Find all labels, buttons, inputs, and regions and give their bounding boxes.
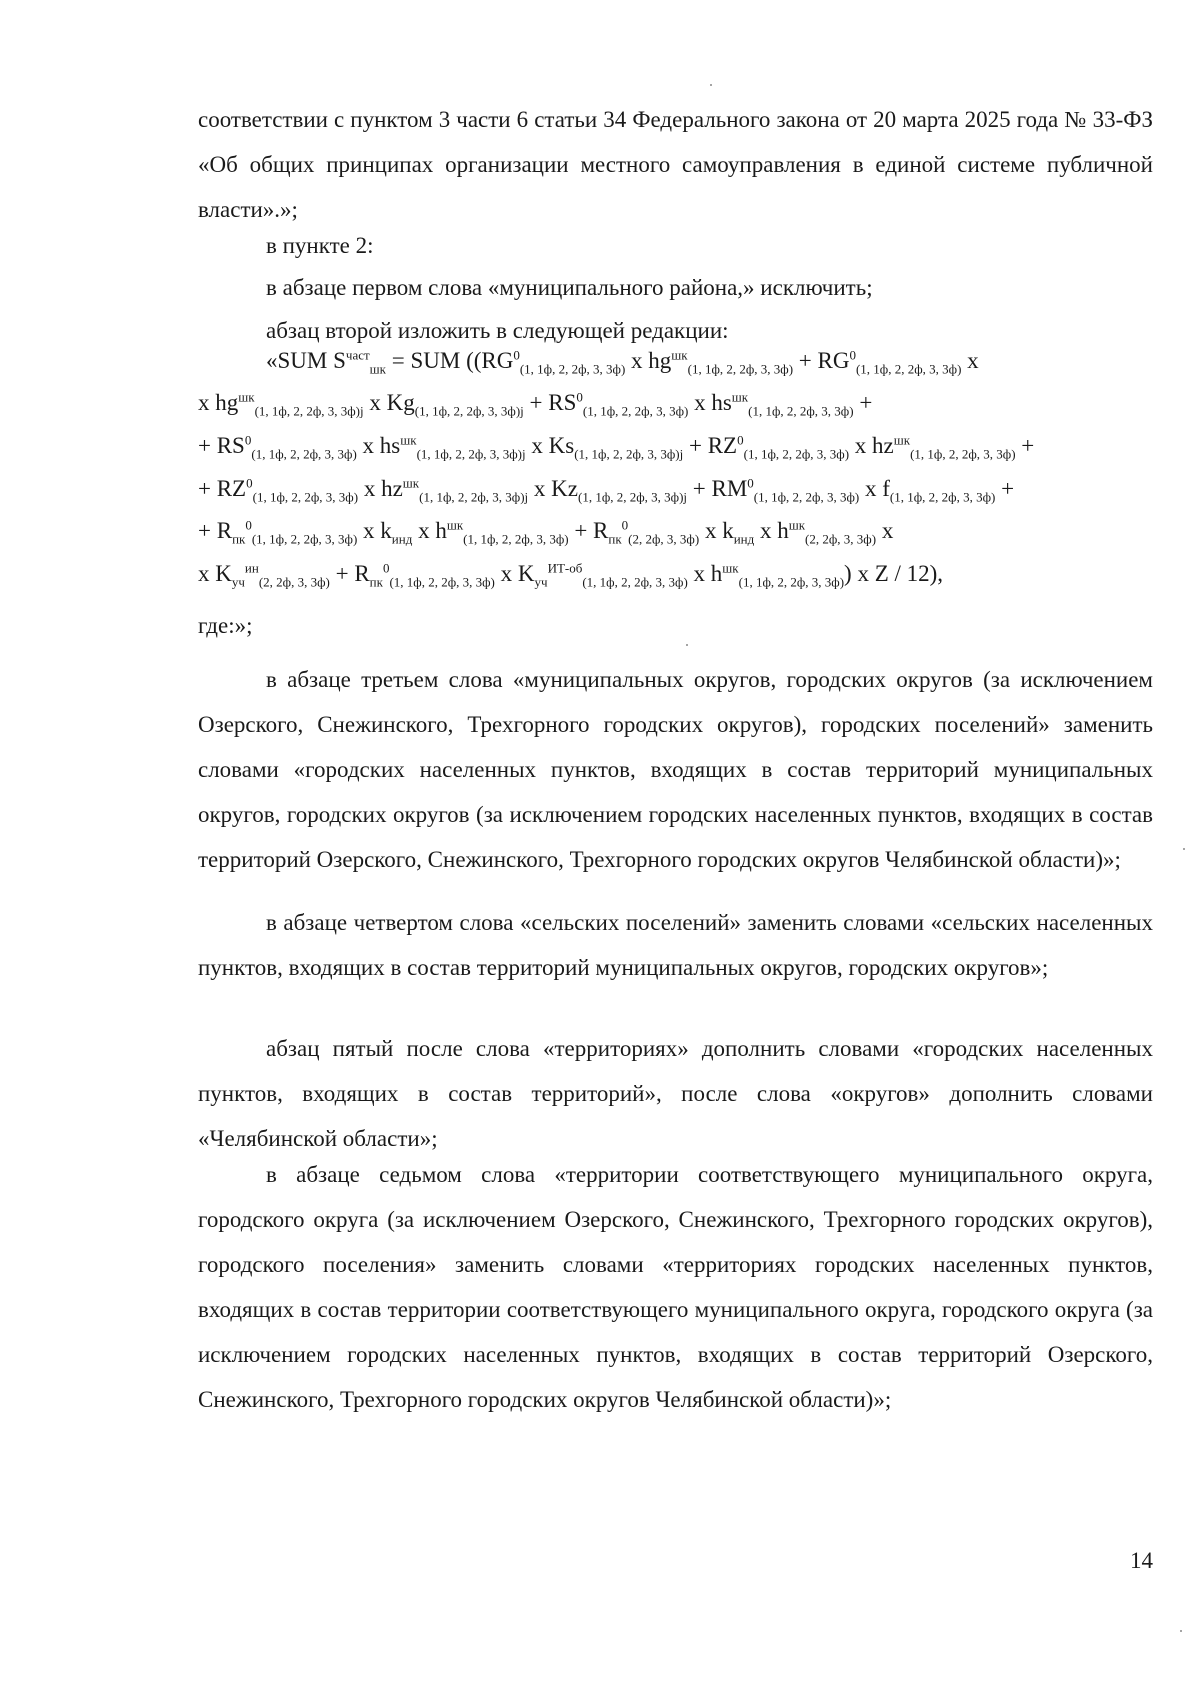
paragraph-abzac-1: в абзаце первом слова «муниципального района,» исключить; <box>266 275 873 300</box>
formula-line: + $R_{пк}^0_{(1, 1ф, 2, 2ф, 3, 3ф)}$ x $k_{инд}$ x $h^{шк}_{(1, 1ф, 2, 2ф, 3, 3ф)} + R_{пк}^0_{(2, 2ф, 3, 3ф)}$ x $k_{инд}$ x $h^{шк}_{(2, 2ф, 3, 3ф)}$ x <box>198 517 894 547</box>
paragraph-abzac-5: абзац пятый после слова «территориях» дополнить словами «городских населенных пунктов, входящих в состав территорий», после слова «округов» дополнить словами «Челябинской области»; <box>198 1036 1153 1151</box>
scan-speck <box>1183 848 1185 850</box>
formula-line: x $K_{уч}^{ин}_{(2, 2ф, 3, 3ф)} + R_{пк}^0_{(1, 1ф, 2, 2ф, 3, 3ф)}$ x $K_{уч}^{ИТ-об}_{(1, 1ф, 2, 2ф, 3, 3ф)}$ x $h^{шк}_{(1, 1ф, 2, 2ф, 3, 3ф)}$) x Z / 12), <box>198 560 944 590</box>
formula-line: + $RZ^0_{(1, 1ф, 2, 2ф, 3, 3ф)}$ x $hz^{шк}_{(1, 1ф, 2, 2ф, 3, 3ф)j}$ x $Kz_{(1, 1ф, 2, 2ф, 3, 3ф)j} + RM^0_{(1, 1ф, 2, 2ф, 3, 3ф)}$ x $f_{(1, 1ф, 2, 2ф, 3, 3ф)}$ + <box>198 475 1015 505</box>
page-number: 14 <box>1130 1548 1153 1573</box>
paragraph-abzac-3: в абзаце третьем слова «муниципальных округов, городских округов (за исключением Озерского, Снежинского, Трехгорного городских округов), городских поселений» заменить словами «городских населенных пунктов, входящих в состав территорий муниципальных округов, городских округов (за исключением городских населенных пунктов, входящих в состав территорий Озерского, Снежинского, Трехгорного городских округов Челябинской области)»; <box>198 667 1153 872</box>
scan-speck <box>710 84 712 86</box>
formula-line: + $RS^0_{(1, 1ф, 2, 2ф, 3, 3ф)}$ x $hs^{шк}_{(1, 1ф, 2, 2ф, 3, 3ф)j}$ x $Ks_{(1, 1ф, 2, 2ф, 3, 3ф)j} + RZ^0_{(1, 1ф, 2, 2ф, 3, 3ф)}$ x $hz^{шк}_{(1, 1ф, 2, 2ф, 3, 3ф)}$ + <box>198 432 1035 462</box>
scan-speck <box>1180 1630 1182 1632</box>
paragraph-abzac-7: в абзаце седьмом слова «территории соответствующего муниципального округа, городского округа (за исключением Озерского, Снежинского, Трехгорного городских округов), городского поселения» заменить словами «территориях городских населенных пунктов, входящих в состав территории соответствующего муниципального округа, городского округа (за исключением городских населенных пунктов, входящих в состав территорий Озерского, Снежинского, Трехгорного городских округов Челябинской области)»; <box>198 1162 1153 1412</box>
paragraph-abzac-4: в абзаце четвертом слова «сельских поселений» заменить словами «сельских населенных пунктов, входящих в состав территорий муниципальных округов, городских округов»; <box>198 910 1153 980</box>
scan-speck <box>686 644 688 646</box>
paragraph-where: где:»; <box>198 613 253 638</box>
formula-line: x $hg^{шк}_{(1, 1ф, 2, 2ф, 3, 3ф)j}$ x $Kg_{(1, 1ф, 2, 2ф, 3, 3ф)j} + RS^0_{(1, 1ф, 2, 2ф, 3, 3ф)}$ x $hs^{шк}_{(1, 1ф, 2, 2ф, 3, 3ф)}$ + <box>198 389 873 419</box>
paragraph-abzac-2: абзац второй изложить в следующей редакции: <box>266 318 729 343</box>
paragraph-continuation: соответствии с пунктом 3 части 6 статьи 34 Федерального закона от 20 марта 2025 года № 33-ФЗ «Об общих принципах организации местного самоуправления в единой системе публичной власти».»; <box>198 107 1153 222</box>
formula-line: «SUM $S^{част}_{шк}$ = SUM (($RG^0_{(1, 1ф, 2, 2ф, 3, 3ф)}$ x $hg^{шк}_{(1, 1ф, 2, 2ф, 3, 3ф)} + RG^0_{(1, 1ф, 2, 2ф, 3, 3ф)}$ x <box>266 347 979 377</box>
paragraph-item-2: в пункте 2: <box>266 233 374 258</box>
